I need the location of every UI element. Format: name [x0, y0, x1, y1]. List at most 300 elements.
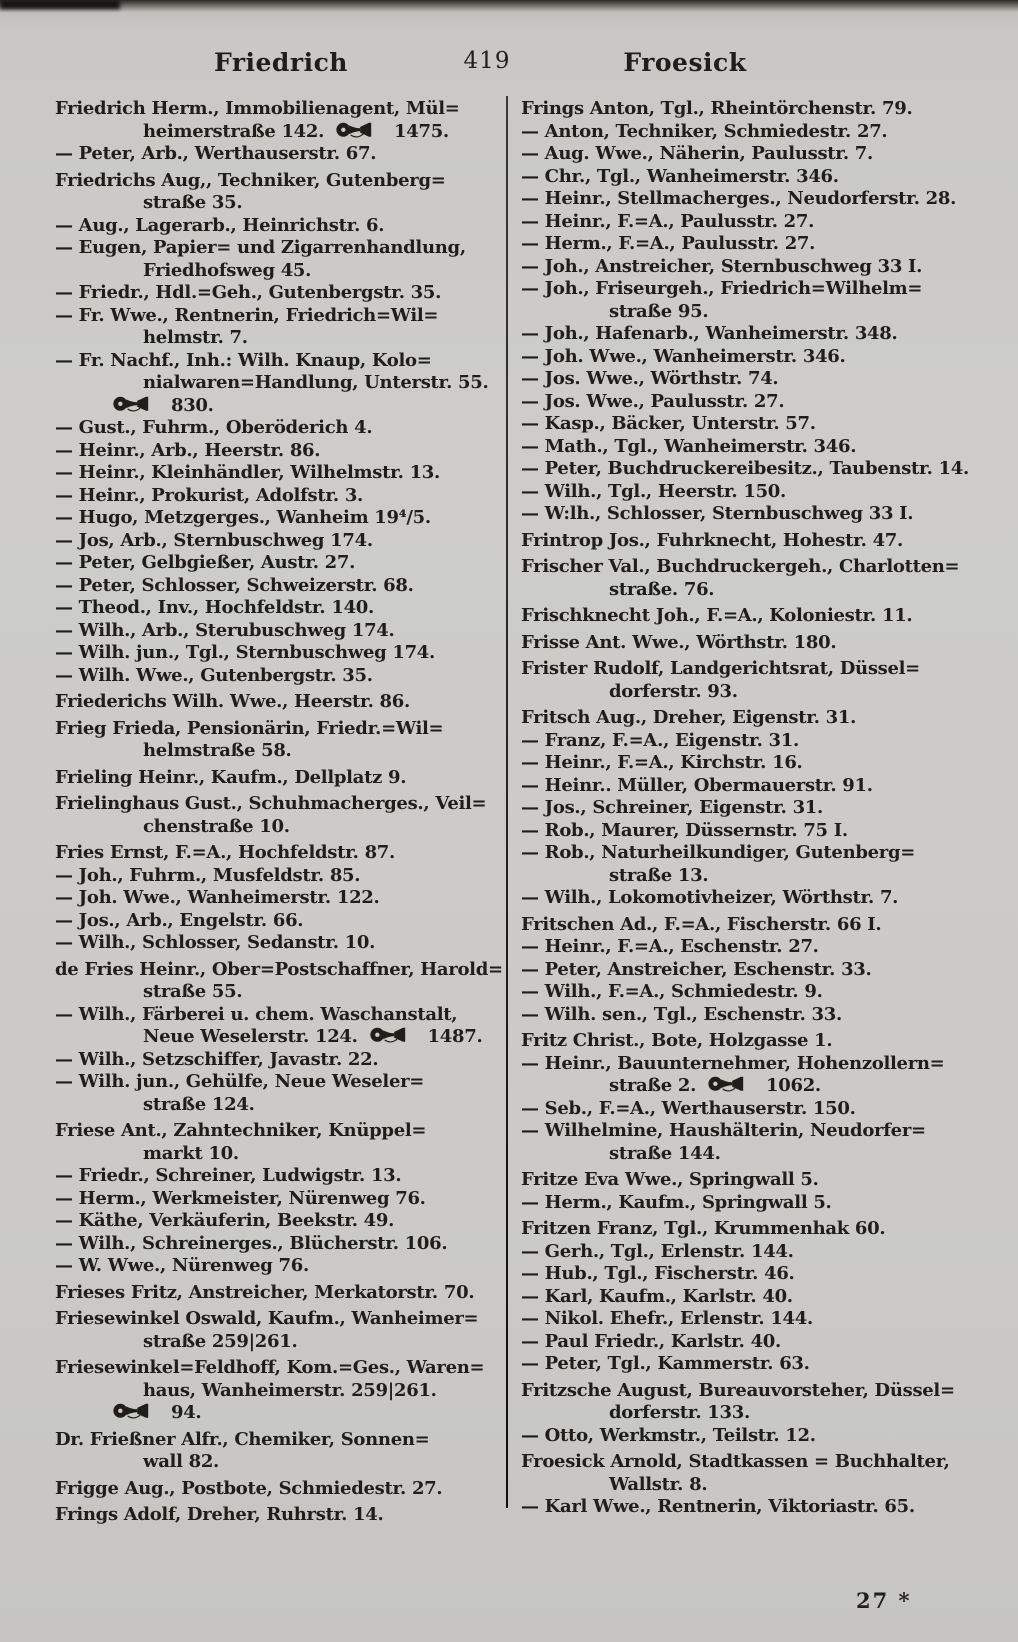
entry-text: Friesewinkel=Feldhoff, Kom.=Ges., Waren=: [55, 1357, 485, 1378]
entry-line: [55, 910, 507, 933]
entry-line: [521, 368, 973, 391]
entry-text: — Heinr.. Müller, Obermauerstr. 91.: [521, 774, 873, 796]
entry-line: [521, 1098, 973, 1121]
entry-line: [521, 797, 973, 820]
entry-text: markt 10.: [143, 1142, 239, 1164]
entry-line: [521, 413, 973, 436]
entry-text: Frigge Aug., Postbote, Schmiedestr. 27.: [55, 1477, 443, 1499]
entry-text: — Math., Tgl., Wanheimerstr. 346.: [521, 435, 857, 457]
entry-text: Fritz Christ., Bote, Holzgasse 1.: [521, 1030, 833, 1051]
directory-entry: [55, 1188, 507, 1211]
entry-line: [521, 211, 973, 234]
entry-line: [55, 260, 507, 283]
entry-text: Friese Ant., Zahntechniker, Knüppel=: [55, 1120, 427, 1141]
entry-line: [521, 820, 973, 843]
entry-line: [521, 1286, 973, 1309]
entry-text: straße 124.: [143, 1093, 255, 1115]
entry-text: Friesewinkel Oswald, Kaufm., Wanheimer=: [55, 1308, 479, 1329]
directory-entry: [521, 143, 973, 166]
entry-line: [521, 436, 973, 459]
entry-text: — Peter, Gelbgießer, Austr. 27.: [55, 552, 356, 573]
entry-line: [55, 1026, 507, 1049]
directory-entry: [55, 1120, 507, 1165]
entry-line: [521, 730, 973, 753]
entry-text: — Hugo, Metzgerges., Wanheim 19⁴/5.: [55, 507, 431, 528]
directory-entry: [521, 413, 973, 436]
entry-line: [55, 552, 507, 575]
entry-line: [521, 1496, 973, 1519]
entry-line: [55, 1451, 507, 1474]
entry-text: — Heinr., Kleinhändler, Wilhelmstr. 13.: [55, 462, 440, 483]
directory-entry: [55, 1071, 507, 1116]
entry-line: [55, 1402, 507, 1425]
directory-entry: [521, 1380, 973, 1425]
entry-line: [521, 481, 973, 504]
entry-text: Wallstr. 8.: [609, 1473, 708, 1495]
entry-text: — Joh., Fuhrm., Musfeldstr. 85.: [55, 864, 361, 886]
entry-line: [521, 1075, 973, 1098]
entry-text: — Heinr., F.=A., Eschenstr. 27.: [521, 936, 819, 957]
entry-text: straße 55.: [143, 981, 243, 1002]
entry-line: [521, 1192, 973, 1215]
entry-text: — Karl, Kaufm., Karlstr. 40.: [521, 1285, 793, 1307]
entry-line: [55, 372, 507, 395]
entry-line: [55, 1357, 507, 1380]
directory-entry: [521, 1263, 973, 1286]
entry-text: — Gerh., Tgl., Erlenstr. 144.: [521, 1240, 794, 1262]
entry-text: — Hub., Tgl., Fischerstr. 46.: [521, 1263, 795, 1284]
directory-entry: [521, 797, 973, 820]
entry-line: [55, 1094, 507, 1117]
directory-entry: [55, 305, 507, 350]
entry-text: Frielinghaus Gust., Schuhmacherges., Veil=: [55, 793, 487, 814]
directory-entry: [521, 1218, 973, 1241]
entry-text: — Wilh. jun., Gehülfe, Neue Weseler=: [55, 1071, 425, 1092]
directory-entry: [55, 1049, 507, 1072]
entry-text: — Heinr., Bauunternehmer, Hohenzollern=: [521, 1052, 945, 1074]
entry-text: — Rob., Maurer, Düssernstr. 75 I.: [521, 819, 848, 841]
entry-line: [55, 462, 507, 485]
entry-text: — Peter, Buchdruckereibesitz., Taubenstr. 14.: [521, 458, 969, 479]
directory-entry: [55, 440, 507, 463]
entry-line: [521, 323, 973, 346]
entry-line: [55, 1165, 507, 1188]
directory-entry: [521, 346, 973, 369]
entry-text: — Nikol. Ehefr., Erlenstr. 144.: [521, 1308, 813, 1329]
entry-text: — Wilh., Arb., Sterubuschweg 174.: [55, 619, 395, 641]
entry-line: [521, 775, 973, 798]
entry-line: [55, 665, 507, 688]
entry-text: helmstraße 58.: [143, 740, 292, 761]
entry-text: — Karl Wwe., Rentnerin, Viktoriastr. 65.: [521, 1496, 915, 1517]
directory-entry: [55, 767, 507, 790]
entry-line: [521, 579, 973, 602]
directory-entry: [521, 436, 973, 459]
entry-line: [521, 188, 973, 211]
entry-line: [521, 1053, 973, 1076]
entry-line: [521, 1474, 973, 1497]
directory-entry: [521, 959, 973, 982]
directory-entry: [55, 1308, 507, 1353]
entry-text: — Wilh. Wwe., Gutenbergstr. 35.: [55, 664, 373, 686]
entry-text: Frings Anton, Tgl., Rheintörchenstr. 79.: [521, 98, 913, 119]
entry-text: — Heinr., Stellmacherges., Neudorferstr. 28.: [521, 188, 957, 209]
entry-text: Frieses Fritz, Anstreicher, Merkatorstr. 70.: [55, 1281, 475, 1303]
entry-line: [521, 1308, 973, 1331]
entry-line: [521, 1004, 973, 1027]
entry-line: [55, 842, 507, 865]
entry-text: — Rob., Naturheilkundiger, Gutenberg=: [521, 842, 916, 863]
directory-column-left: [55, 98, 507, 1527]
entry-line: [521, 278, 973, 301]
entry-text: helmstr. 7.: [143, 327, 248, 348]
entry-text: — Seb., F.=A., Werthauserstr. 150.: [521, 1097, 856, 1119]
directory-entry: [521, 556, 973, 601]
entry-line: [55, 981, 507, 1004]
entry-line: [521, 707, 973, 730]
entry-text: — Franz, F.=A., Eigenstr. 31.: [521, 729, 799, 751]
entry-line: [55, 1478, 507, 1501]
entry-text: straße 2.: [609, 1075, 703, 1096]
entry-text: Fritsch Aug., Dreher, Eigenstr. 31.: [521, 707, 857, 728]
entry-text: straße 259|261.: [143, 1330, 298, 1352]
directory-entry: [55, 718, 507, 763]
directory-entry: [55, 1210, 507, 1233]
entry-text: Frieling Heinr., Kaufm., Dellplatz 9.: [55, 766, 407, 788]
entry-text: — Wilh., Lokomotivheizer, Wörthstr. 7.: [521, 887, 899, 908]
directory-entry: [55, 620, 507, 643]
entry-line: [521, 503, 973, 526]
directory-entry: [55, 485, 507, 508]
entry-line: [55, 959, 507, 982]
entry-line: [521, 632, 973, 655]
entry-line: [521, 143, 973, 166]
entry-text: Frieg Frieda, Pensionärin, Friedr.=Wil=: [55, 717, 444, 739]
entry-text: — Eugen, Papier= und Zigarrenhandlung,: [55, 237, 466, 258]
entry-text: Friedrichs Aug,, Techniker, Gutenberg=: [55, 169, 446, 191]
directory-entry: [55, 417, 507, 440]
entry-text: straße. 76.: [609, 578, 715, 600]
directory-entry: [55, 642, 507, 665]
entry-line: [55, 417, 507, 440]
directory-entry: [521, 166, 973, 189]
entry-text: nialwaren=Handlung, Unterstr. 55.: [143, 372, 489, 393]
directory-entry: [55, 350, 507, 418]
directory-entry: [55, 842, 507, 865]
entry-line: [521, 1331, 973, 1354]
directory-entry: [521, 530, 973, 553]
entry-text: — Peter, Anstreicher, Eschenstr. 33.: [521, 958, 872, 980]
telephone-icon: [113, 395, 157, 414]
directory-entry: [55, 1504, 507, 1527]
entry-text: 1062.: [760, 1075, 821, 1096]
entry-text: — Wilh., Färberei u. chem. Waschanstalt,: [55, 1003, 458, 1025]
directory-entry: [521, 730, 973, 753]
entry-text: Frings Adolf, Dreher, Ruhrstr. 14.: [55, 1504, 384, 1525]
entry-text: straße 35.: [143, 192, 243, 213]
entry-text: Neue Weselerstr. 124.: [143, 1026, 364, 1047]
entry-line: [521, 1030, 973, 1053]
entry-line: [55, 767, 507, 790]
entry-text: — Joh. Wwe., Wanheimerstr. 346.: [521, 345, 846, 367]
directory-entry: [521, 842, 973, 887]
entry-text: Froesick Arnold, Stadtkassen = Buchhalter,: [521, 1451, 950, 1472]
entry-text: — Fr. Nachf., Inh.: Wilh. Knaup, Kolo=: [55, 349, 432, 371]
entry-text: Fries Ernst, F.=A., Hochfeldstr. 87.: [55, 842, 395, 863]
entry-text: haus, Wanheimerstr. 259|261.: [143, 1379, 437, 1401]
entry-text: — Heinr., Arb., Heerstr. 86.: [55, 439, 321, 461]
entry-line: [521, 530, 973, 553]
directory-entry: [55, 98, 507, 143]
entry-text: — Joh., Hafenarb., Wanheimerstr. 348.: [521, 323, 898, 344]
entry-line: [521, 752, 973, 775]
entry-line: [521, 98, 973, 121]
directory-entry: [55, 1004, 507, 1049]
entry-line: [55, 282, 507, 305]
entry-line: [55, 816, 507, 839]
entry-line: [55, 1210, 507, 1233]
entry-line: [55, 597, 507, 620]
entry-text: Fritschen Ad., F.=A., Fischerstr. 66 I.: [521, 913, 882, 935]
entry-line: [55, 740, 507, 763]
entry-line: [55, 237, 507, 260]
directory-entry: [521, 368, 973, 391]
entry-text: — Wilh., F.=A., Schmiedestr. 9.: [521, 981, 823, 1002]
directory-entry: [521, 1120, 973, 1165]
entry-text: — Aug., Lagerarb., Heinrichstr. 6.: [55, 214, 385, 236]
entry-text: — Kasp., Bäcker, Unterstr. 57.: [521, 413, 816, 434]
directory-entry: [55, 910, 507, 933]
directory-entry: [55, 237, 507, 282]
entry-line: [55, 865, 507, 888]
entry-line: [55, 1331, 507, 1354]
entry-text: — Wilh., Setzschiffer, Javastr. 22.: [55, 1048, 379, 1070]
entry-line: [521, 842, 973, 865]
directory-entry: [521, 98, 973, 121]
entry-line: [55, 793, 507, 816]
directory-entry: [521, 1286, 973, 1309]
directory-entry: [55, 865, 507, 888]
directory-entry: [521, 458, 973, 481]
entry-line: [521, 1241, 973, 1264]
entry-line: [55, 575, 507, 598]
telephone-icon: [370, 1026, 414, 1045]
directory-entry: [521, 658, 973, 703]
entry-line: [521, 166, 973, 189]
entry-line: [521, 681, 973, 704]
entry-text: Dr. Frießner Alfr., Chemiker, Sonnen=: [55, 1428, 430, 1450]
entry-line: [55, 620, 507, 643]
entry-line: [55, 1380, 507, 1403]
entry-text: Fritzsche August, Bureauvorsteher, Düssel=: [521, 1379, 955, 1401]
directory-entry: [521, 820, 973, 843]
entry-line: [55, 440, 507, 463]
entry-text: Frister Rudolf, Landgerichtsrat, Düssel=: [521, 658, 920, 679]
entry-text: — Peter, Arb., Werthauserstr. 67.: [55, 143, 377, 164]
directory-entry: [521, 1053, 973, 1098]
printers-signature-mark: 27 *: [856, 1588, 912, 1613]
entry-line: [521, 1380, 973, 1403]
directory-entry: [521, 188, 973, 211]
entry-line: [55, 143, 507, 166]
entry-text: — Käthe, Verkäuferin, Beekstr. 49.: [55, 1210, 395, 1231]
entry-text: — Heinr., F.=A., Paulusstr. 27.: [521, 210, 815, 232]
running-head-right-keyword: Froesick: [623, 48, 747, 77]
directory-entry: [521, 1353, 973, 1376]
entry-text: 1487.: [421, 1026, 483, 1047]
entry-text: — Jos. Wwe., Wörthstr. 74.: [521, 368, 779, 389]
entry-text: — Peter, Tgl., Kammerstr. 63.: [521, 1353, 810, 1374]
directory-entry: [55, 887, 507, 910]
directory-entry: [521, 256, 973, 279]
entry-line: [55, 121, 507, 144]
directory-entry: [521, 1004, 973, 1027]
entry-line: [55, 887, 507, 910]
entry-text: — Wilh., Schlosser, Sedanstr. 10.: [55, 932, 376, 953]
entry-text: — Anton, Techniker, Schmiedestr. 27.: [521, 120, 888, 142]
directory-entry: [55, 665, 507, 688]
entry-line: [55, 718, 507, 741]
directory-entry: [521, 233, 973, 256]
entry-line: [521, 256, 973, 279]
directory-entry: [521, 707, 973, 730]
directory-entry: [55, 793, 507, 838]
directory-entry: [55, 597, 507, 620]
directory-entry: [55, 215, 507, 238]
entry-line: [521, 346, 973, 369]
entry-text: de Fries Heinr., Ober=Postschaffner, Harold=: [55, 958, 503, 980]
entry-text: 1475.: [388, 120, 449, 142]
entry-text: — Wilh., Schreinerges., Blücherstr. 106.: [55, 1232, 448, 1254]
directory-entry: [521, 775, 973, 798]
entry-text: straße 144.: [609, 1142, 721, 1164]
entry-text: — Friedr., Schreiner, Ludwigstr. 13.: [55, 1165, 402, 1186]
directory-entry: [521, 391, 973, 414]
entry-line: [521, 1218, 973, 1241]
entry-line: [55, 1143, 507, 1166]
directory-entry: [55, 507, 507, 530]
entry-line: [55, 98, 507, 121]
directory-entry: [55, 1429, 507, 1474]
running-head-left-keyword: Friedrich: [214, 48, 348, 77]
entry-text: — Joh., Friseurgeh., Friedrich=Wilhelm=: [521, 278, 923, 299]
entry-line: [55, 192, 507, 215]
entry-text: — Herm., Werkmeister, Nürenweg 76.: [55, 1187, 426, 1209]
entry-text: — Gust., Fuhrm., Oberöderich 4.: [55, 417, 373, 438]
directory-entry: [521, 121, 973, 144]
directory-entry: [55, 1233, 507, 1256]
entry-line: [521, 1402, 973, 1425]
entry-line: [55, 485, 507, 508]
entry-line: [55, 691, 507, 714]
entry-text: — Heinr., F.=A., Kirchstr. 16.: [521, 752, 803, 773]
entry-text: dorferstr. 93.: [609, 680, 738, 702]
directory-entry: [55, 575, 507, 598]
directory-entry: [55, 959, 507, 1004]
entry-text: — Jos., Arb., Engelstr. 66.: [55, 909, 304, 931]
entry-text: — Jos, Arb., Sternbuschweg 174.: [55, 529, 373, 551]
directory-entry: [521, 1098, 973, 1121]
directory-entry: [521, 605, 973, 628]
entry-line: [521, 1451, 973, 1474]
directory-entry: [55, 1357, 507, 1425]
directory-entry: [55, 143, 507, 166]
directory-entry: [521, 503, 973, 526]
page-number: 419: [463, 48, 511, 74]
entry-line: [521, 121, 973, 144]
entry-text: Friedhofsweg 45.: [143, 259, 312, 281]
entry-line: [55, 507, 507, 530]
entry-text: — Jos. Wwe., Paulusstr. 27.: [521, 390, 785, 412]
directory-entry: [521, 481, 973, 504]
entry-line: [55, 350, 507, 373]
directory-entry: [521, 632, 973, 655]
entry-text: 830.: [165, 394, 214, 416]
directory-entry: [55, 170, 507, 215]
entry-line: [55, 1049, 507, 1072]
entry-line: [521, 1263, 973, 1286]
entry-line: [521, 1120, 973, 1143]
entry-text: 94.: [165, 1402, 202, 1423]
entry-text: — Peter, Schlosser, Schweizerstr. 68.: [55, 574, 414, 596]
entry-line: [521, 556, 973, 579]
entry-text: Frischknecht Joh., F.=A., Koloniestr. 11.: [521, 605, 913, 626]
directory-entry: [521, 887, 973, 910]
entry-line: [55, 170, 507, 193]
entry-line: [521, 605, 973, 628]
directory-column-right: [521, 98, 973, 1519]
entry-text: — Wilhelmine, Haushälterin, Neudorfer=: [521, 1120, 926, 1141]
entry-text: — Aug. Wwe., Näherin, Paulusstr. 7.: [521, 143, 873, 164]
directory-entry: [55, 691, 507, 714]
entry-line: [55, 1004, 507, 1027]
directory-entry: [521, 1425, 973, 1448]
directory-entry: [55, 530, 507, 553]
telephone-icon: [336, 121, 380, 140]
entry-line: [521, 959, 973, 982]
entry-text: Frischer Val., Buchdruckergeh., Charlotten=: [521, 556, 960, 577]
entry-text: — Jos., Schreiner, Eigenstr. 31.: [521, 797, 823, 818]
entry-text: Frintrop Jos., Fuhrknecht, Hohestr. 47.: [521, 529, 903, 551]
entry-text: straße 95.: [609, 300, 709, 322]
entry-text: — W:lh., Schlosser, Sternbuschweg 33 I.: [521, 503, 914, 524]
directory-entry: [521, 1331, 973, 1354]
entry-line: [55, 215, 507, 238]
entry-line: [55, 1308, 507, 1331]
entry-line: [55, 1071, 507, 1094]
directory-entry: [521, 278, 973, 323]
entry-text: Friedrich Herm., Immobilienagent, Mül=: [55, 98, 460, 119]
entry-line: [521, 981, 973, 1004]
entry-line: [521, 914, 973, 937]
entry-line: [55, 395, 507, 418]
directory-entry: [55, 1282, 507, 1305]
directory-entry: [521, 1496, 973, 1519]
entry-line: [521, 1425, 973, 1448]
entry-line: [55, 1429, 507, 1452]
entry-text: — Joh., Anstreicher, Sternbuschweg 33 I.: [521, 255, 923, 277]
directory-entry: [55, 932, 507, 955]
directory-entry: [521, 1451, 973, 1496]
directory-entry: [55, 1478, 507, 1501]
directory-entry: [521, 1169, 973, 1192]
entry-text: straße 13.: [609, 864, 709, 886]
directory-entry: [521, 752, 973, 775]
entry-text: Friederichs Wilh. Wwe., Heerstr. 86.: [55, 691, 410, 712]
entry-text: Frisse Ant. Wwe., Wörthstr. 180.: [521, 631, 837, 653]
entry-line: [521, 865, 973, 888]
directory-entry: [55, 282, 507, 305]
